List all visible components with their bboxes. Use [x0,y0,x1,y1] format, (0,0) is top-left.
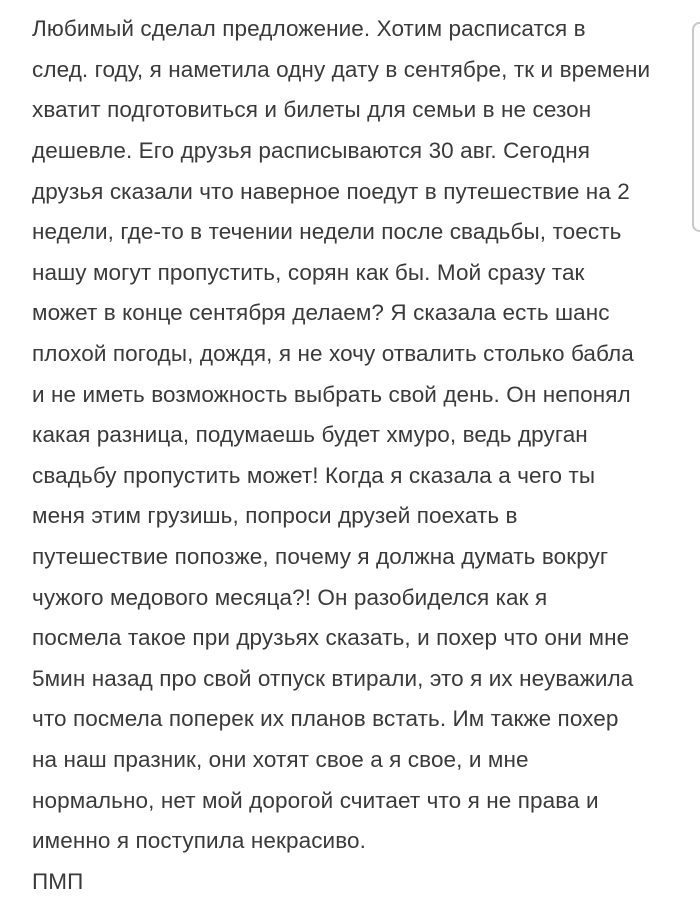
text-line: Любимый сделал предложение. Хотим расписатся в [32,16,586,42]
post-body-text [32,9,694,902]
text-line: хватит подготовиться и билеты для семьи в не сезон [32,97,592,123]
text-line: недели, где-то в течении недели после свадьбы, тоесть [32,219,622,245]
text-line: друзья сказали что наверное поедут в путешествие на 2 [32,178,630,204]
text-line: какая разница, подумаешь будет хмуро, ведь друган [32,422,588,448]
text-line: меня этим грузишь, попроси друзей поехать в [32,503,518,529]
text-line: ПМП [32,868,84,894]
text-line: плохой погоды, дождя, я не хочу отвалить столько бабла [32,341,634,367]
text-line: след. году, я наметила одну дату в сентябре, тк и времени [32,56,651,82]
text-line: на наш празник, они хотят свое а я свое, и мне [32,746,529,772]
text-line: именно я поступила некрасиво. [32,828,366,854]
text-line: нашу могут пропустить, сорян как бы. Мой сразу так [32,259,585,285]
text-line: чужого медового месяца?! Он разобиделся как я [32,584,548,610]
text-line: нормально, нет мой дорогой считает что я не права и [32,787,599,813]
text-line: что посмела поперек их планов встать. Им также похер [32,706,619,732]
text-line: путешествие попозже, почему я должна думать вокруг [32,544,609,570]
scrollbar-thumb[interactable] [692,22,700,232]
text-line: посмела такое при друзьях сказать, и похер что они мне [32,625,630,651]
text-line: дешевле. Его друзья расписываются 30 авг. Сегодня [32,138,591,164]
text-line: 5мин назад про свой отпуск втирали, это я их неуважила [32,665,634,691]
text-line: свадьбу пропустить может! Когда я сказала а чего ты [32,462,596,488]
text-line: может в конце сентября делаем? Я сказала есть шанс [32,300,610,326]
text-line: и не иметь возможность выбрать свой день. Он непонял [32,381,631,407]
